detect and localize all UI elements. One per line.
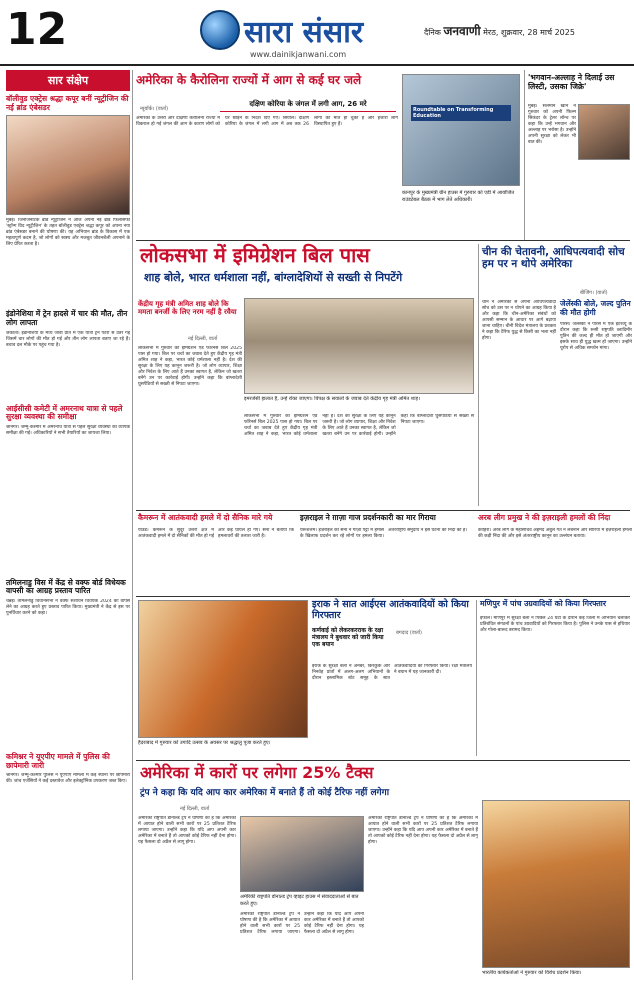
brief-1-title: बॉलीवुड एक्ट्रेस श्रद्धा कपूर बनीं न्यूट्रीजिन की नई ब्रांड एंबेसडर: [6, 94, 129, 112]
section-rule: [136, 760, 630, 761]
brief-3-body: श्रीनगर। जम्मू-कश्मीर में अमरनाथ यात्रा से पहले सुरक्षा व्यवस्था की व्यापक समीक्षा की गई। अधिकारियों ने सभी तैयारियों का जायजा लिया।: [6, 424, 130, 436]
brief-2-body: जकार्ता। इंडोनेशिया के मध्य जावा प्रांत में एक यात्री ट्रेन पटरी से उतर गई जिसमें चार लोगों की मौत हो गई और तीन लोग लापता बताए जा रहे हैं। बचाव दल मौके पर पहुंच गया है।: [6, 330, 130, 348]
column-rule: [478, 244, 479, 506]
brief-1-body: मुंबई। जिनजिनेटिक ब्रांड न्यूट्रीजिन ने आज अपनी नई ब्रांड फिलॉसफी 'स्ट्रॉन्ग विद न्यूट्रीजिन' के तहत बॉलीवुड एक्ट्रेस श्रद्धा कपूर को अपना नया ब्रांड एंबेसडर बनाने की घोषणा की। यह अभियान ब्रांड के विकास में एक महत्वपूर्ण कदम है, जो लोगों को स्वस्थ और मजबूत जीवनशैली अपनाने के लिए प्रेरित करता है।: [6, 218, 130, 248]
roundtable-photo: [402, 74, 520, 186]
main-body-col1: लोकसभा में गुरुवार को इमिग्रेशन एंड फॉरेनर्स बिल 2025 पास हो गया। बिल पर चर्चा का जवाब देते हुए केंद्रीय गृह मंत्री अमित शाह ने कहा, भारत कोई धर्मशाला नहीं है। देश की सुरक्षा के लिए यह कानून जरूरी है। जो लोग व्यापार, शिक्षा और निवेश के लिए आते हैं उनका स्वागत है, लेकिन जो खतरा बनेंगे उन पर कार्रवाई होगी। उन्होंने कहा कि बांग्लादेशी घुसपैठियों से सख्ती से निपटा जाएगा।: [138, 346, 242, 387]
carolina-byline: न्यूयॉर्क। (वार्ता): [140, 106, 169, 112]
brief-2-title: इंडोनेशिया में ट्रेन हादसे में चार की मौत, तीन लोग लापता: [6, 309, 128, 327]
section-rule: [136, 596, 630, 597]
globe-icon: [200, 10, 240, 50]
main-body-col2: लोकसभा में गुरुवार को इमिग्रेशन एंड फॉरेनर्स बिल 2025 पास हो गया। बिल पर चर्चा का जवाब देते हुए केंद्रीय गृह मंत्री अमित शाह ने कहा, भारत कोई धर्मशाला नहीं है। देश की सुरक्षा के लिए यह कानून जरूरी है। जो लोग व्यापार, शिक्षा और निवेश के लिए आते हैं उनका स्वागत है, लेकिन जो खतरा बनेंगे उन पर कार्रवाई होगी। उन्होंने कहा कि बांग्लादेशी घुसपैठियों से सख्ती से निपटा जाएगा।: [244, 414, 474, 437]
iraq-body: इराक के सुरक्षा बलों ने अनबर, किरकुक और निनवेह प्रांतों में अलग-अलग अभियानों के दौरान इस्लामिक स्टेट समूह के सात आतंकवादियों को गिरफ्तार किया। रक्षा मंत्रालय ने बयान में यह जानकारी दी।: [312, 664, 472, 681]
tariff-body-col2: अमेरिकी राष्ट्रपति डोनाल्ड ट्रंप ने घोषणा की है कि अमेरिका में आयात होने वाली सभी कारों पर 25 प्रतिशत टैरिफ लगाया जाएगा। उन्होंने कहा कि यदि आप अपनी कार अमेरिका में बनाते हैं तो आपको कोई टैरिफ नहीं देना होगा। यह फैसला दो अप्रैल से लागू होगा।: [240, 912, 364, 935]
section-logo: सारा संसार: [244, 15, 364, 50]
roundtable-caption: कानपुर के मुख्यमंत्री ग्रीन हाउस में गुरुवार को एडी में आयोजित राउंडटेबल बैठक में भाग लेते अधिकारी।: [402, 190, 515, 203]
tariff-subheadline: ट्रंप ने कहा कि यदि आप कार अमेरिका में बनाते हैं तो कोई टैरिफ नहीं लगेगा: [140, 788, 390, 798]
manipur-body: इंफाल। मणिपुर में सुरक्षा बलों ने पिछले 24 घंटों के दौरान कई जिलों में अभियान चलाकर प्रतिबंधित संगठनों के पांच उग्रवादियों को गिरफ्तार किया है। पुलिस ने उनके पास से हथियार और गोला-बारूद बरामद किया।: [480, 616, 630, 633]
column-rule: [132, 70, 133, 980]
china-byline: बीजिंग। (वार्ता): [580, 290, 608, 296]
zelensky-headline: जेलेंस्की बोले, जल्द पुतिन की मौत होगी: [560, 299, 631, 317]
iraq-subheadline: कर्णवाई को लेकरकरराक के रक्षा मंत्रालय ने बुधवार को जारी किया एक बयान: [312, 627, 384, 648]
trump-caption: अमेरिकी राष्ट्रपति डोनाल्ड ट्रंप व्हाइट हाउस में संवाददाताओं से बात करते हुए।: [240, 894, 359, 907]
paper-prefix: दैनिक: [424, 28, 441, 37]
brief-4-body: चेन्नई। तमिलनाडु विधानसभा ने वक्फ संशोधन विधेयक 2024 को वापस लेने का आग्रह करते हुए प्रस्ताव पारित किया। मुख्यमंत्री ने केंद्र से इस पर पुनर्विचार करने को कहा।: [6, 599, 130, 616]
brief-1-photo: [6, 115, 130, 215]
website: www.dainikjanwani.com: [250, 50, 347, 59]
photo-banner: Roundtable on Transforming Education: [411, 105, 511, 121]
iraq-headline: इराक ने सात आईएस आतंकवादियों को किया गिरफ्तार: [312, 599, 469, 621]
section-title: सार संक्षेप: [6, 70, 130, 91]
salman-headline: 'भगवान-अल्लाह ने दिलाई उस लिस्टी, उसका जिक्रे': [528, 73, 615, 91]
brief-5-body: श्रीनगर। जम्मू-कश्मीर पुलिस ने यूएपीए मामलों में कई स्थानों पर छापेमारी की। जांच एजेंसियों ने कई दस्तावेज और इलेक्ट्रॉनिक उपकरण जब्त किए।: [6, 773, 130, 785]
left-column: [6, 70, 130, 980]
arab-league-body: काहिरा। अरब लीग के महासचिव अहमद अबुल गैत ने लेबनान और सीरिया में इज़राइली हमलों की कड़ी निंदा की और इसे अंतरराष्ट्रीय कानून का उल्लंघन बताया।: [478, 528, 632, 539]
carolina-subheadline: दक्षिण कोरिया के जंगल में लगी आग, 26 मरे: [220, 98, 396, 112]
cameroon-body: याउंडे। कैमरून के सुदूर उत्तरी क्षेत्र में आतंकवादी हमले में दो सैनिकों की मौत हो गई और कई घायल हो गए। सेना ने बताया कि हमलावरों की तलाश जारी है।: [138, 528, 294, 539]
main-subheadline: शाह बोले, भारत धर्मशाला नहीं, बांग्लादेशियों से सख्ती से निपटेंगे: [144, 271, 403, 284]
protest-crowd-photo: [482, 800, 630, 968]
main-deck: केंद्रीय गृह मंत्री अमित शाह बोले कि ममता बनर्जी के लिए नरम नहीं है रवैया: [138, 300, 237, 317]
date-line: मेरठ, शुक्रवार, 28 मार्च 2025: [483, 28, 575, 37]
zelensky-body: पेरिस। जेलेंस्की ने पेरिस में एक इंटरव्यू के दौरान कहा कि रूसी राष्ट्रपति व्लादिमीर पुतिन की जल्द ही मौत हो जाएगी और इसके साथ ही युद्ध खत्म हो जाएगा। उन्होंने यूरोप से अधिक समर्थन मांगा।: [560, 322, 632, 351]
carolina-body: अमेरिका के उत्तरी और दक्षिणी कैरोलिना राज्यों में विकराल हो गई जंगल की आग के कारण लोगों को घर छोड़ने के निर्देश दिए गए। सियोल। दक्षिण कोरिया के जंगल में लगी आग में अब तक 26 लोगों की मौत हो चुकी है और हजारों लोग विस्थापित हुए हैं।: [136, 116, 398, 127]
masthead: [0, 0, 634, 66]
tariff-body-col1: अमेरिकी राष्ट्रपति डोनाल्ड ट्रंप ने घोषणा की है कि अमेरिका में आयात होने वाली सभी कारों पर 25 प्रतिशत टैरिफ लगाया जाएगा। उन्होंने कहा कि यदि आप अपनी कार अमेरिका में बनाते हैं तो आपको कोई टैरिफ नहीं देना होगा। यह फैसला दो अप्रैल से लागू होगा।: [138, 816, 236, 845]
ugadi-caption: हैदराबाद में गुरुवार को उगादि उत्सव के अवसर पर श्रद्धालु पूजा करते हुए।: [138, 740, 271, 746]
cameroon-headline: कैमरून में आतंकवादी हमले में दो सैनिक मारे गये: [138, 513, 273, 522]
brief-3-title: आईसीसी कमेटी में अमरनाथ यात्रा से पहले सुरक्षा व्यवस्था की समीक्षा: [6, 403, 123, 422]
iraq-byline: बगदाद (वार्ता): [396, 630, 422, 636]
carolina-headline: अमेरिका के कैरोलिना राज्यों में आग से कई घर जले: [136, 73, 362, 87]
china-body: चीन ने अमेरिका से अपनी आधिपत्यवादी सोच को उस पर न थोपने का आग्रह किया है और कहा कि चीन-अमेरिका संबंधों को आपसी सम्मान के आधार पर आगे बढ़ाया जाना चाहिए। चीनी विदेश मंत्रालय के प्रवक्ता ने कहा कि टैरिफ युद्ध से किसी का भला नहीं होगा।: [482, 300, 556, 341]
manipur-headline: मणिपुर में पांच उग्रवादियों को किया गिरफ्तार: [480, 599, 607, 608]
brief-5-title: कमिश्नर ने यूएपीए मामले में पुलिस की छापेमारी जारी: [6, 752, 110, 770]
section-rule: [136, 240, 630, 241]
arab-league-headline: अरब लीग प्रमुख ने की इज़राइली हमलों की निंदा: [478, 513, 611, 522]
israel-body: यरूशलम। इज़राइल की सेना ने गाज़ा पट्टी में हमास के खिलाफ प्रदर्शन कर रहे लोगों पर हमला किया। अंतरराष्ट्रीय समुदाय ने इस घटना की निंदा की है।: [300, 528, 468, 539]
tariff-headline: अमेरिका में कारों पर लगेगा 25% टैक्स: [140, 763, 374, 782]
tariff-byline: नई दिल्ली, वार्ता: [180, 806, 210, 812]
ugadi-festival-photo: [138, 600, 308, 738]
column-rule: [524, 70, 525, 240]
trump-photo: [240, 816, 364, 892]
main-byline: नई दिल्ली, वार्ता: [188, 336, 218, 342]
column-rule: [476, 600, 477, 756]
china-headline: चीन की चेतावनी, आधिपत्यवादी सोच हम पर न थोपे अमेरिका: [482, 246, 625, 271]
amit-shah-photo: [244, 298, 474, 394]
brief-4-title: तमिलनाडु विस में केंद्र से वक्फ बोर्ड विधेयक वापसी का आग्रह प्रस्ताव पारित: [6, 577, 126, 596]
protest-caption: भारतीय कार्यकर्ताओं ने गुरुवार को विरोध प्रदर्शन किया।: [482, 970, 582, 976]
main-headline: लोकसभा में इमिग्रेशन बिल पास: [140, 243, 370, 267]
salman-body: मुंबई। सलमान खान ने गुरुवार को अपनी फिल्म सिकंदर के ट्रेलर लॉन्च पर कहा कि उन्हें भगवान और अल्लाह पर भरोसा है। उन्होंने अपनी सुरक्षा को लेकर भी बात की।: [528, 104, 576, 145]
israel-headline: इज़राइल ने ग़ाज़ा गाज प्रदर्शनकारी का मार गिराया: [300, 513, 436, 522]
salman-photo: [578, 104, 630, 160]
paper-name: जनवाणी: [443, 24, 481, 38]
tariff-body-col3: अमेरिकी राष्ट्रपति डोनाल्ड ट्रंप ने घोषणा की है कि अमेरिका में आयात होने वाली सभी कारों पर 25 प्रतिशत टैरिफ लगाया जाएगा। उन्होंने कहा कि यदि आप अपनी कार अमेरिका में बनाते हैं तो आपको कोई टैरिफ नहीं देना होगा। यह फैसला दो अप्रैल से लागू होगा।: [368, 816, 478, 845]
amit-shah-caption: इमरजेंसी हालात है, उन्हें रोका जाएगा। विपक्ष के सवालों के जवाब देते केंद्रीय गृह मंत्री अमित शाह।: [244, 396, 421, 402]
dateline: [424, 22, 575, 39]
section-rule: [136, 510, 630, 511]
page-number: 12: [6, 4, 68, 55]
